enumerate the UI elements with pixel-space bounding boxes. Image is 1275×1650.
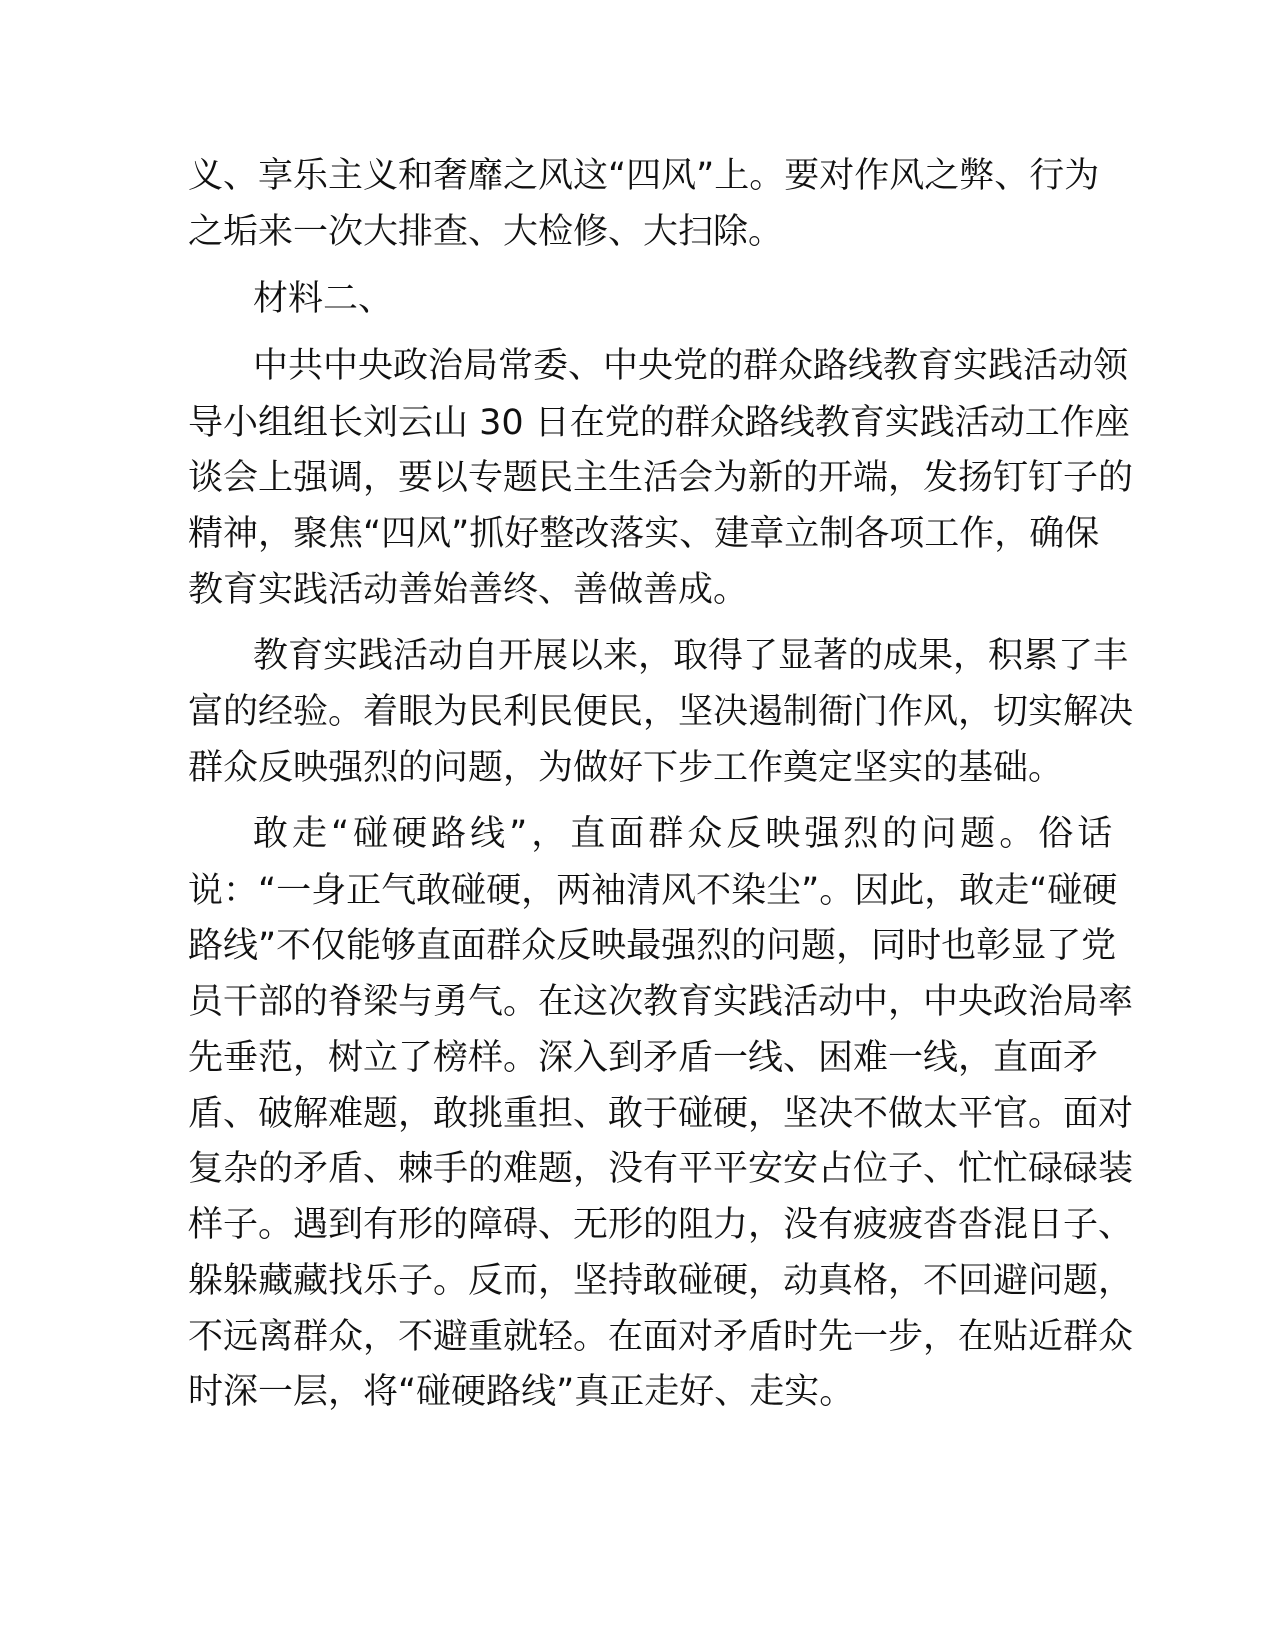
text-line: 义、享乐主义和奢靡之风这“四风”上。要对作风之弊、行为 bbox=[188, 156, 1100, 196]
text-line: 躲躲藏藏找乐子。反而，坚持敢碰硬，动真格，不回避问题， bbox=[188, 1261, 1134, 1301]
text-line: 导小组组长刘云山 30 日在党的群众路线教育实践活动工作座 bbox=[188, 403, 1130, 443]
text-line: 精神，聚焦“四风”抓好整改落实、建章立制各项工作，确保 bbox=[188, 514, 1100, 554]
section-heading: 材料二、 bbox=[253, 279, 394, 319]
text-line: 不远离群众，不避重就轻。在面对矛盾时先一步，在贴近群众 bbox=[188, 1317, 1134, 1357]
text-line: 路线”不仅能够直面群众反映最强烈的问题，同时也彰显了党 bbox=[188, 926, 1117, 966]
text-line: 盾、破解难题，敢挑重担、敢于碰硬，坚决不做太平官。面对 bbox=[188, 1094, 1134, 1134]
text-line: 先垂范，树立了榜样。深入到矛盾一线、困难一线，直面矛 bbox=[188, 1038, 1099, 1078]
text-line: 教育实践活动善始善终、善做善成。 bbox=[188, 570, 749, 610]
text-line: 敢走“碰硬路线”，直面群众反映强烈的问题。俗话 bbox=[253, 814, 1117, 854]
text-line: 教育实践活动自开展以来，取得了显著的成果，积累了丰 bbox=[253, 636, 1129, 676]
text-line: 中共中央政治局常委、中央党的群众路线教育实践活动领 bbox=[253, 346, 1129, 386]
text-line: 说：“一身正气敢碰硬，两袖清风不染尘”。因此，敢走“碰硬 bbox=[188, 871, 1118, 911]
text-line: 之垢来一次大排查、大检修、大扫除。 bbox=[188, 212, 784, 252]
text-line: 群众反映强烈的问题，为做好下步工作奠定坚实的基础。 bbox=[188, 748, 1064, 788]
text-line: 样子。遇到有形的障碍、无形的阻力，没有疲疲沓沓混日子、 bbox=[188, 1205, 1134, 1245]
text-line: 员干部的脊梁与勇气。在这次教育实践活动中，中央政治局率 bbox=[188, 982, 1134, 1022]
text-line: 谈会上强调，要以专题民主生活会为新的开端，发扬钉钉子的 bbox=[188, 458, 1134, 498]
text-line: 复杂的矛盾、棘手的难题，没有平平安安占位子、忙忙碌碌装 bbox=[188, 1149, 1134, 1189]
text-line: 时深一层，将“碰硬路线”真正走好、走实。 bbox=[188, 1372, 855, 1412]
text-line: 富的经验。着眼为民利民便民，坚决遏制衙门作风，切实解决 bbox=[188, 692, 1134, 732]
